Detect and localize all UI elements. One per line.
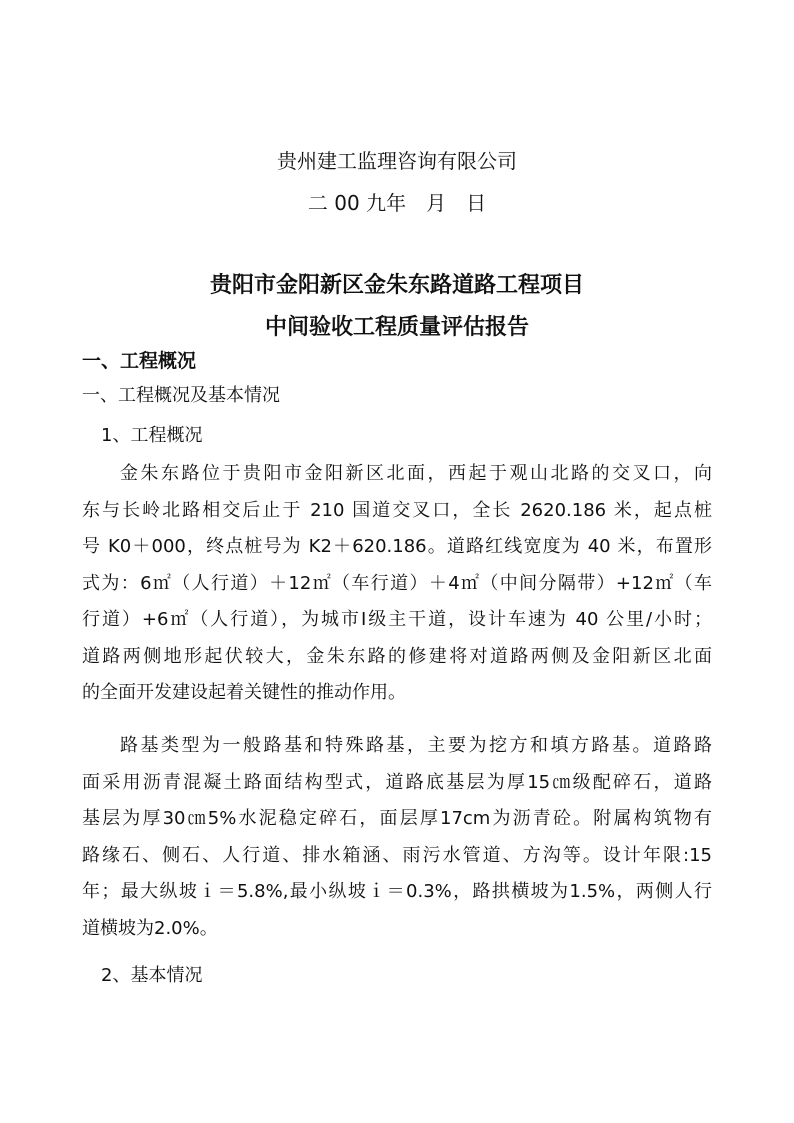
paragraph-line: 基层为厚30㎝5%水泥稳定碎石，面层厚17cm为沥青砼。附属构筑物有 <box>82 808 712 829</box>
paragraph-roadbed-description <box>82 728 712 947</box>
paragraph-line: 面采用沥青混凝土路面结构型式，道路底基层为厚15㎝级配碎石，道路 <box>82 771 712 793</box>
paragraph-line: 式为：6㎡（人行道）＋12㎡（车行道）＋4㎡（中间分隔带）+12㎡（车 <box>82 572 712 594</box>
paragraph-line: 金朱东路位于贵阳市金阳新区北面，西起于观山北路的交叉口，向 <box>120 463 712 484</box>
paragraph-project-overview <box>82 456 712 712</box>
paragraph-line: 年；最大纵坡ｉ＝5.8%,最小纵坡ｉ＝0.3%，路拱横坡为1.5%，两侧人行 <box>82 881 712 902</box>
section-subheading: 一、工程概况及基本情况 <box>82 385 280 406</box>
paragraph-line: 道横坡为2.0%。 <box>82 917 218 939</box>
paragraph-line: 号 K0＋000，终点桩号为 K2＋620.186。道路红线宽度为 40 米，布置形 <box>82 536 712 557</box>
paragraph-line: 路缘石、侧石、人行道、排水箱涵、雨污水管道、方沟等。设计年限:15 <box>82 844 712 866</box>
report-title-line-1: 贵阳市金阳新区金朱东路道路工程项目 <box>209 273 584 298</box>
paragraph-line: 行道）+6㎡（人行道），为城市Ⅰ级主干道，设计车速为 40 公里/小时； <box>82 609 712 630</box>
report-date: 二 00 九年 月 日 <box>307 191 487 215</box>
item-2-title: 2、基本情况 <box>101 965 203 986</box>
paragraph-line: 道路两侧地形起伏较大，金朱东路的修建将对道路两侧及金阳新区北面 <box>82 645 712 667</box>
paragraph-line: 的全面开发建设起着关键性的推动作用。 <box>82 682 406 703</box>
item-1-title: 1、工程概况 <box>101 425 203 446</box>
section-heading: 一、工程概况 <box>82 350 197 372</box>
paragraph-line: 东与长岭北路相交后止于 210 国道交叉口，全长 2620.186 米，起点桩 <box>82 499 712 521</box>
paragraph-line: 路基类型为一般路基和特殊路基，主要为挖方和填方路基。道路路 <box>120 735 712 756</box>
report-title-line-2: 中间验收工程质量评估报告 <box>264 315 529 340</box>
company-name: 贵州建工监理咨询有限公司 <box>277 149 517 173</box>
